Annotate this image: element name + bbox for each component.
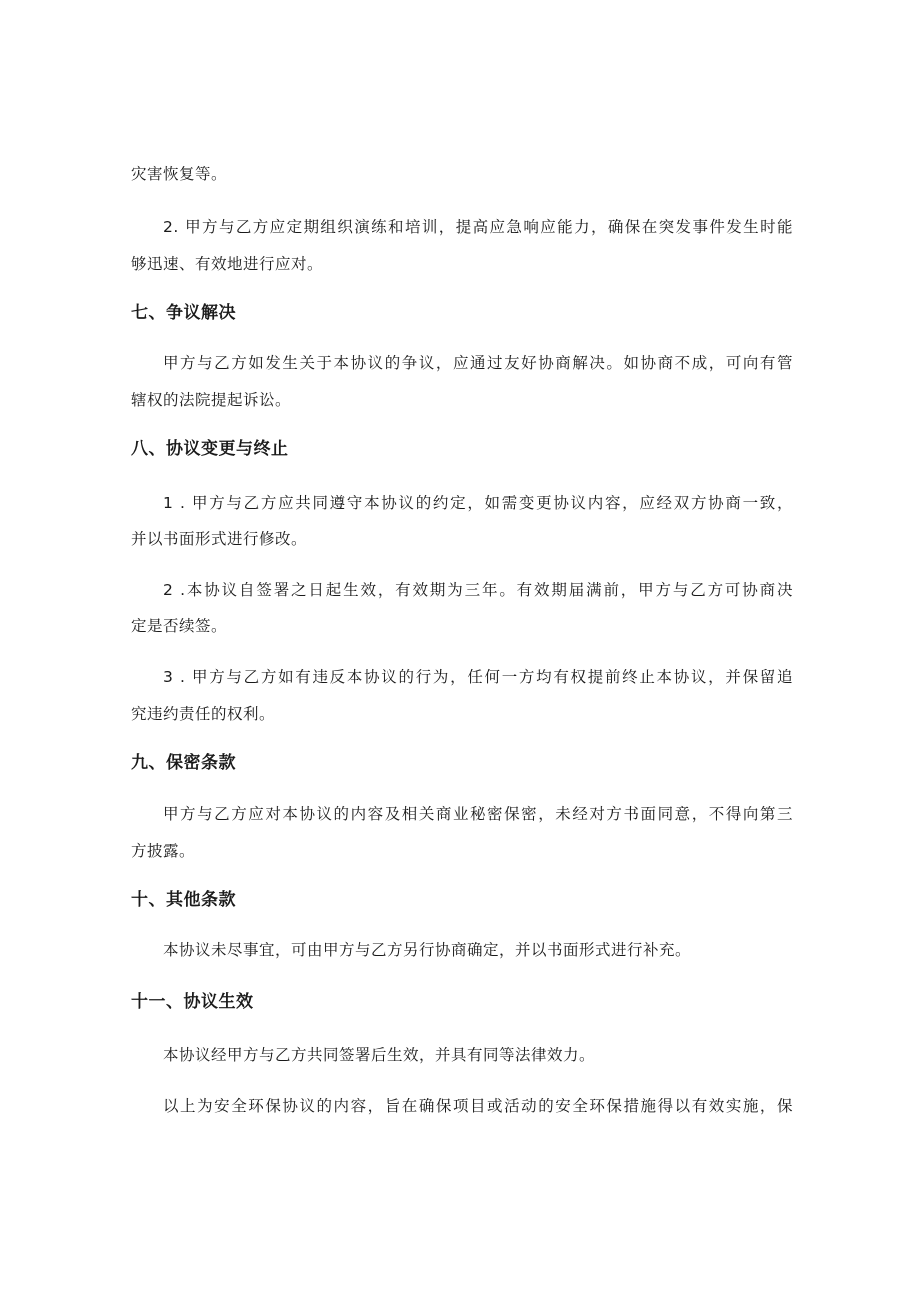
paragraph-line: 灾害恢复等。 bbox=[131, 165, 228, 183]
paragraph-line: 以上为安全环保协议的内容，旨在确保项目或活动的安全环保措施得以有效实施，保 bbox=[163, 1097, 793, 1115]
paragraph-line: 本协议未尽事宜，可由甲方与乙方另行协商确定，并以书面形式进行补充。 bbox=[163, 941, 692, 959]
paragraph-line: 并以书面形式进行修改。 bbox=[131, 530, 308, 548]
section-heading-confidentiality: 九、保密条款 bbox=[131, 753, 236, 773]
section-heading-amendment: 八、协议变更与终止 bbox=[131, 439, 289, 459]
paragraph-line: 本协议经甲方与乙方共同签署后生效，并具有同等法律效力。 bbox=[163, 1046, 596, 1064]
paragraph-line: 究违约责任的权利。 bbox=[131, 705, 276, 723]
paragraph-line: 定是否续签。 bbox=[131, 617, 228, 635]
paragraph-line: 方披露。 bbox=[131, 842, 196, 860]
section-heading-effective: 十一、协议生效 bbox=[131, 992, 254, 1012]
paragraph-line: 辖权的法院提起诉讼。 bbox=[131, 391, 292, 409]
paragraph-line: 3 . 甲方与乙方如有违反本协议的行为，任何一方均有权提前终止本协议，并保留追 bbox=[163, 668, 793, 686]
paragraph-line: 够迅速、有效地进行应对。 bbox=[131, 255, 324, 273]
section-heading-other: 十、其他条款 bbox=[131, 890, 236, 910]
paragraph-line: 2. 甲方与乙方应定期组织演练和培训，提高应急响应能力，确保在突发事件发生时能 bbox=[163, 218, 793, 236]
paragraph-line: 2 .本协议自签署之日起生效，有效期为三年。有效期届满前，甲方与乙方可协商决 bbox=[163, 581, 793, 599]
section-heading-dispute: 七、争议解决 bbox=[131, 303, 236, 323]
paragraph-line: 1 . 甲方与乙方应共同遵守本协议的约定，如需变更协议内容，应经双方协商一致， bbox=[163, 494, 793, 512]
paragraph-line: 甲方与乙方应对本协议的内容及相关商业秘密保密，未经对方书面同意，不得向第三 bbox=[163, 805, 793, 823]
paragraph-line: 甲方与乙方如发生关于本协议的争议，应通过友好协商解决。如协商不成，可向有管 bbox=[163, 354, 793, 372]
